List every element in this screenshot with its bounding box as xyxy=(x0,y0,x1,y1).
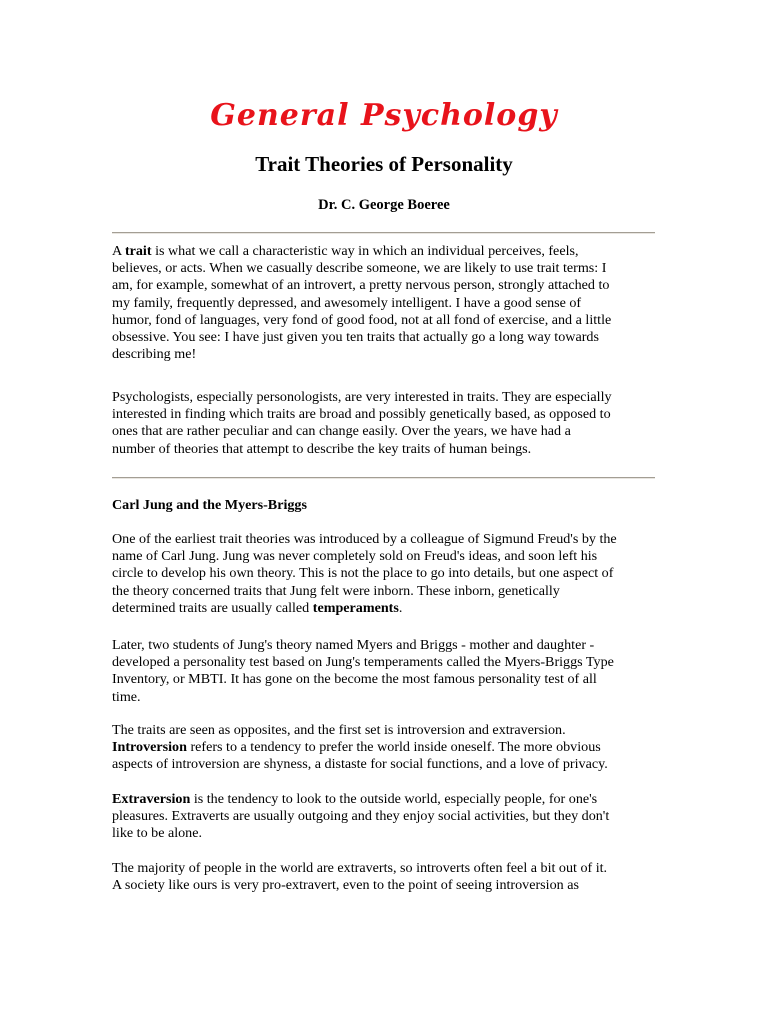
page-title: Trait Theories of Personality xyxy=(255,152,513,176)
text-line: The majority of people in the world are extraverts, so introverts often feel a bit out of it. xyxy=(112,860,608,876)
term-trait: trait xyxy=(124,243,152,259)
section-heading: Carl Jung and the Myers-Briggs xyxy=(112,497,307,513)
text-line: my family, frequently depressed, and awesomely intelligent. I have a good sense of xyxy=(112,294,582,311)
text-line: interested in finding which traits are broad and possibly genetically based, as opposed to xyxy=(112,406,611,423)
text-line: circle to develop his own theory. This is not the place to go into details, but one aspect of xyxy=(112,565,614,582)
text-line: A society like ours is very pro-extravert, even to the point of seeing introversion as xyxy=(112,877,579,894)
text-line: like to be alone. xyxy=(112,825,203,842)
text-line: A trait is what we call a characteristic way in which an individual perceives, feels, xyxy=(112,243,579,259)
text-line: Introversion refers to a tendency to prefer the world inside oneself. The more obvious xyxy=(112,739,601,756)
text-line: am, for example, somewhat of an introvert, a pretty nervous person, strongly attached to xyxy=(112,277,610,294)
text-line: number of theories that attempt to describe the key traits of human beings. xyxy=(112,440,532,457)
text-line: Extraversion is the tendency to look to the outside world, especially people, for one's xyxy=(112,791,598,807)
section-paragraph-2 xyxy=(112,637,657,706)
intro-paragraph-1 xyxy=(112,243,657,363)
text-line: determined traits are usually called temperaments. xyxy=(112,599,403,616)
text-line: humor, fond of languages, very fond of good food, not at all fond of exercise, and a little xyxy=(112,311,612,328)
intro-paragraph-2 xyxy=(112,389,657,458)
text-line: The traits are seen as opposites, and the first set is introversion and extraversion. xyxy=(112,722,566,738)
section-paragraph-3 xyxy=(112,722,657,774)
text-line: Psychologists, especially personologists, are very interested in traits. They are especially xyxy=(112,389,612,405)
text-line: time. xyxy=(112,688,141,705)
author-line: Dr. C. George Boeree xyxy=(318,197,450,213)
course-banner: General Psychology xyxy=(210,98,558,133)
term-extraversion: Extraversion xyxy=(112,791,191,807)
section-paragraph-1 xyxy=(112,531,657,617)
text-line: One of the earliest trait theories was introduced by a colleague of Sigmund Freud's by the xyxy=(112,531,617,547)
term-introversion: Introversion xyxy=(112,739,187,756)
term-temperaments: temperaments xyxy=(312,599,399,616)
text-line: aspects of introversion are shyness, a distaste for social functions, and a love of privacy. xyxy=(112,756,608,773)
top-divider xyxy=(112,232,655,234)
text-line: believes, or acts. When we casually describe someone, we are likely to use trait terms: I xyxy=(112,260,607,277)
section-paragraph-4 xyxy=(112,791,657,843)
text-line: pleasures. Extraverts are usually outgoing and they enjoy social activities, but they don't xyxy=(112,808,610,825)
text-line: Later, two students of Jung's theory named Myers and Briggs - mother and daughter - xyxy=(112,637,595,653)
text-line: name of Carl Jung. Jung was never completely sold on Freud's ideas, and soon left his xyxy=(112,548,598,565)
text-line: the theory concerned traits that Jung felt were inborn. These inborn, genetically xyxy=(112,582,560,599)
text-line: obsessive. You see: I have just given you ten traits that actually go a long way towards xyxy=(112,329,599,346)
text-line: developed a personality test based on Jung's temperaments called the Myers-Briggs Type xyxy=(112,654,614,671)
section-divider xyxy=(112,477,655,479)
text-line: ones that are rather peculiar and can change easily. Over the years, we have had a xyxy=(112,423,571,440)
text-line: describing me! xyxy=(112,346,197,363)
text-line: Inventory, or MBTI. It has gone on the become the most famous personality test of all xyxy=(112,671,597,688)
section-paragraph-5 xyxy=(112,860,657,894)
